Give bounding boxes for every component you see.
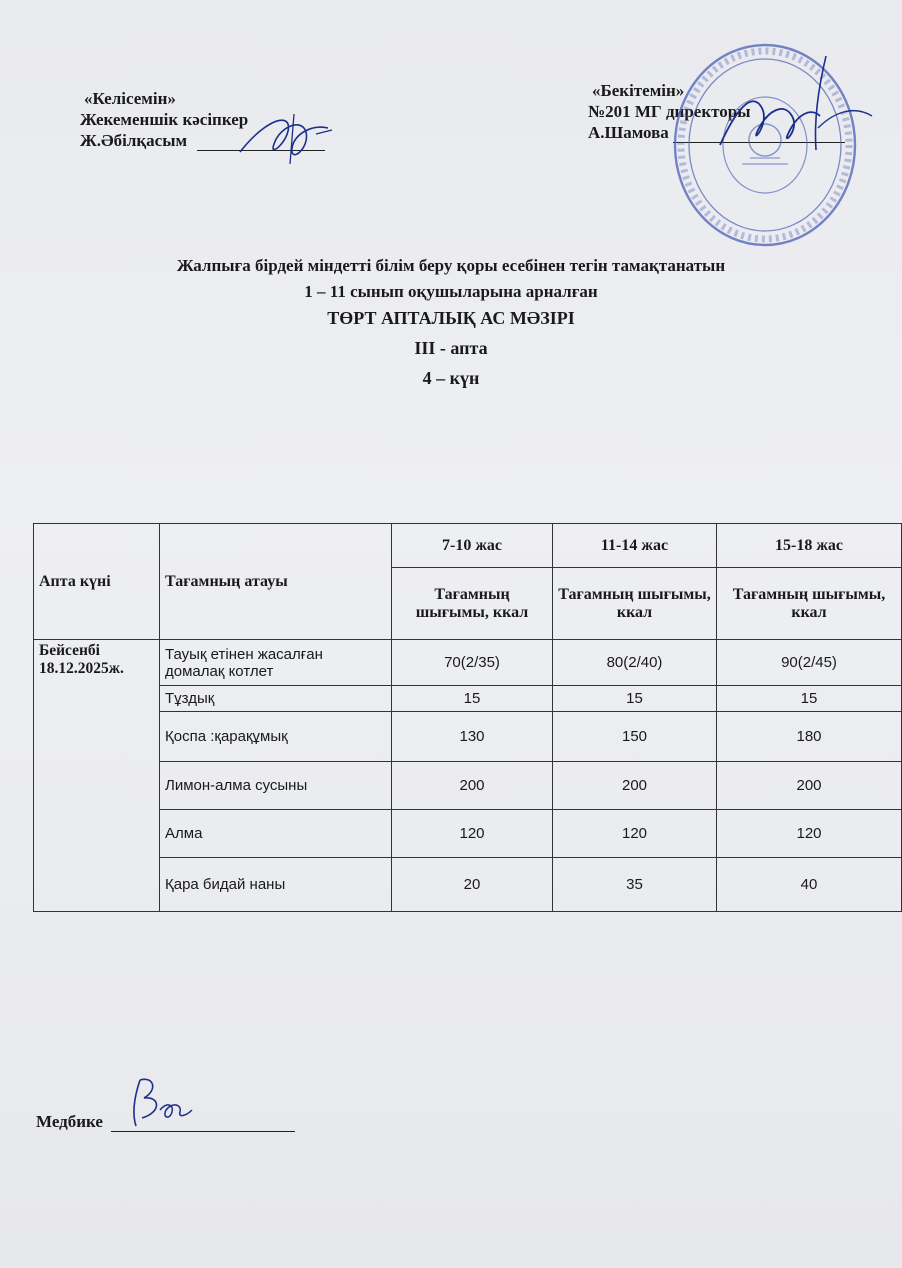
approve-name: А.Шамова — [588, 123, 669, 142]
value-cell: 40 — [717, 858, 902, 912]
heading-line-2: 1 – 11 сынып оқушыларына арналған — [304, 282, 598, 301]
table-row — [34, 858, 902, 912]
nurse-signature-line — [111, 1131, 295, 1132]
table-row — [34, 712, 902, 762]
heading-week: ІІІ - апта — [414, 338, 488, 358]
dish-name: Лимон-алма сусыны — [160, 762, 392, 810]
dish-name: Алма — [160, 810, 392, 858]
header-yield-3: Тағамның шығымы, ккал — [717, 568, 902, 640]
header-day: Апта күні — [34, 524, 160, 640]
value-cell: 200 — [553, 762, 717, 810]
table-row — [34, 686, 902, 712]
value-cell: 15 — [717, 686, 902, 712]
table-header-row — [34, 524, 902, 568]
agree-name: Ж.Әбілқасым — [80, 131, 188, 150]
value-cell: 20 — [392, 858, 553, 912]
value-cell: 200 — [717, 762, 902, 810]
agree-signature — [232, 104, 342, 168]
value-cell: 70(2/35) — [392, 640, 553, 686]
header-yield-2: Тағамның шығымы, ккал — [553, 568, 717, 640]
table-row — [34, 810, 902, 858]
table-row — [34, 762, 902, 810]
table-row — [34, 640, 902, 686]
header-age-1: 7-10 жас — [392, 524, 553, 568]
value-cell: 130 — [392, 712, 553, 762]
dish-name: Қара бидай наны — [160, 858, 392, 912]
value-cell: 15 — [392, 686, 553, 712]
value-cell: 120 — [553, 810, 717, 858]
value-cell: 120 — [392, 810, 553, 858]
value-cell: 15 — [553, 686, 717, 712]
agree-title: «Келісемін» — [84, 89, 176, 108]
dish-name: Тұздық — [160, 686, 392, 712]
header-yield-1: Тағамның шығымы, ккал — [392, 568, 553, 640]
header-dish: Тағамның атауы — [160, 524, 392, 640]
heading-line-3: ТӨРТ АПТАЛЫҚ АС МӘЗІРІ — [327, 308, 575, 328]
nurse-label: Медбике — [36, 1112, 103, 1131]
heading-day: 4 – күн — [422, 368, 480, 388]
value-cell: 180 — [717, 712, 902, 762]
agree-role: Жекеменшік кәсіпкер — [80, 110, 249, 129]
value-cell: 200 — [392, 762, 553, 810]
header-age-3: 15-18 жас — [717, 524, 902, 568]
value-cell: 90(2/45) — [717, 640, 902, 686]
menu-table — [33, 523, 902, 912]
dish-name: Қоспа :қарақұмық — [160, 712, 392, 762]
value-cell: 150 — [553, 712, 717, 762]
value-cell: 120 — [717, 810, 902, 858]
menu-heading — [0, 255, 902, 389]
header-age-2: 11-14 жас — [553, 524, 717, 568]
day-cell: Бейсенбі 18.12.2025ж. — [34, 640, 160, 912]
nurse-signature — [120, 1068, 210, 1130]
dish-name: Тауық етінен жасалған домалақ котлет — [160, 640, 392, 686]
approve-role: №201 МГ директоры — [588, 102, 751, 121]
value-cell: 35 — [553, 858, 717, 912]
heading-line-1: Жалпыға бірдей міндетті білім беру қоры есебінен тегін тамақтанатын — [176, 256, 726, 275]
approve-title: «Бекітемін» — [592, 81, 685, 100]
approve-signature — [706, 50, 886, 160]
value-cell: 80(2/40) — [553, 640, 717, 686]
